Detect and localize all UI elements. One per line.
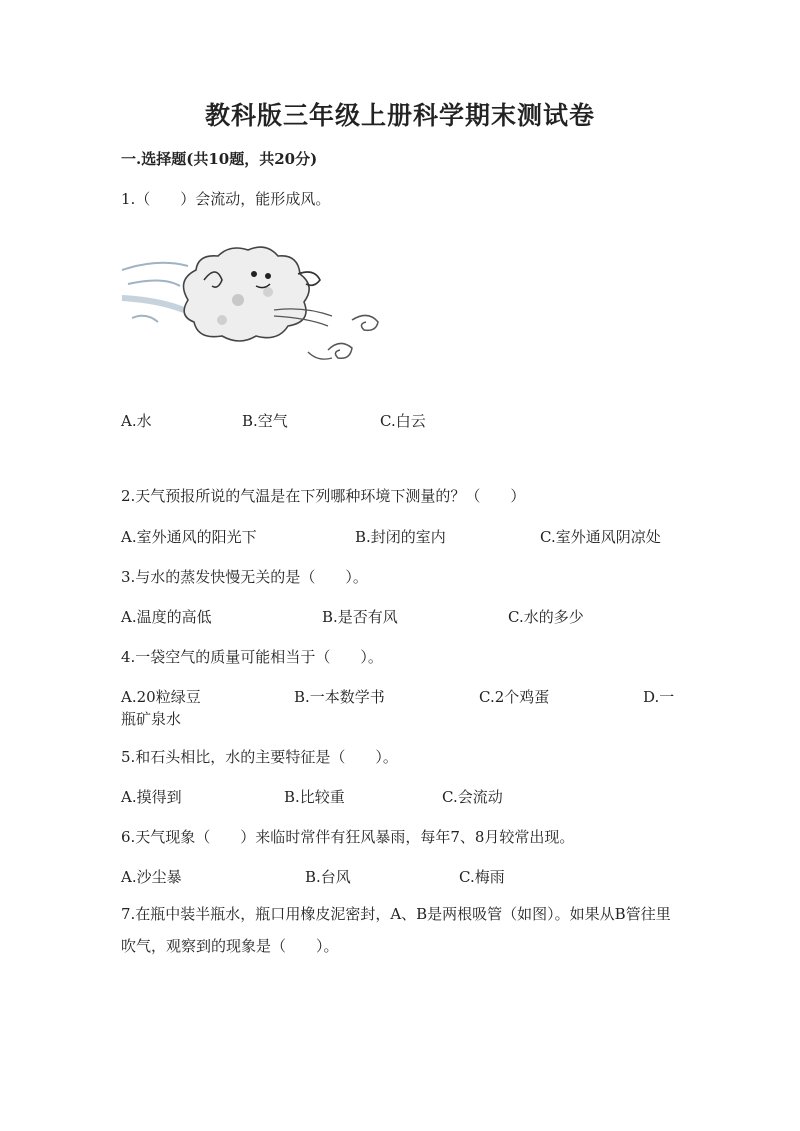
- q2-option-b: B.封闭的室内: [355, 528, 446, 546]
- page-title: 教科版三年级上册科学期末测试卷: [204, 101, 595, 130]
- q3-option-a: A.温度的高低: [121, 608, 212, 626]
- question-5: 5.和石头相比，水的主要特征是（ ）。: [121, 748, 398, 766]
- q6-option-a: A.沙尘暴: [121, 868, 182, 886]
- question-4: 4.一袋空气的质量可能相当于（ ）。: [121, 648, 383, 666]
- q5-option-c: C.会流动: [442, 788, 503, 806]
- question-7: 7.在瓶中装半瓶水，瓶口用橡皮泥密封，A、B是两根吸管（如图）。如果从B管往里吹气，观察到的现象是（ ）。: [121, 905, 671, 955]
- q2-option-c: C.室外通风阴凉处: [540, 528, 661, 546]
- q4-option-c: C.2个鸡蛋: [479, 688, 550, 706]
- cloud-blowing-wind-icon: [118, 240, 400, 374]
- q6-option-b: B.台风: [305, 868, 351, 886]
- q4-option-d: D.一: [643, 688, 675, 706]
- q5-option-b: B.比较重: [284, 788, 345, 806]
- q4-option-b: B.一本数学书: [294, 688, 385, 706]
- q1-option-a: A.水: [121, 412, 152, 430]
- q3-option-c: C.水的多少: [508, 608, 584, 626]
- q6-option-c: C.梅雨: [459, 868, 505, 886]
- q5-option-a: A.摸得到: [121, 788, 182, 806]
- q3-option-b: B.是否有风: [322, 608, 398, 626]
- q2-option-a: A.室外通风的阳光下: [121, 528, 257, 546]
- question-3: 3.与水的蒸发快慢无关的是（ ）。: [121, 568, 368, 586]
- q4-option-d-continued: 瓶矿泉水: [121, 710, 182, 728]
- question-6: 6.天气现象（ ）来临时常伴有狂风暴雨，每年7、8月较常出现。: [121, 828, 575, 846]
- question-2: 2.天气预报所说的气温是在下列哪种环境下测量的？（ ）: [121, 487, 526, 505]
- q1-option-c: C.白云: [380, 412, 426, 430]
- q1-option-b: B.空气: [242, 412, 288, 430]
- q4-option-a: A.20粒绿豆: [121, 688, 201, 706]
- question-1: 1.（ ）会流动，能形成风。: [121, 190, 331, 208]
- section-heading: 一.选择题(共10题，共20分): [121, 150, 318, 168]
